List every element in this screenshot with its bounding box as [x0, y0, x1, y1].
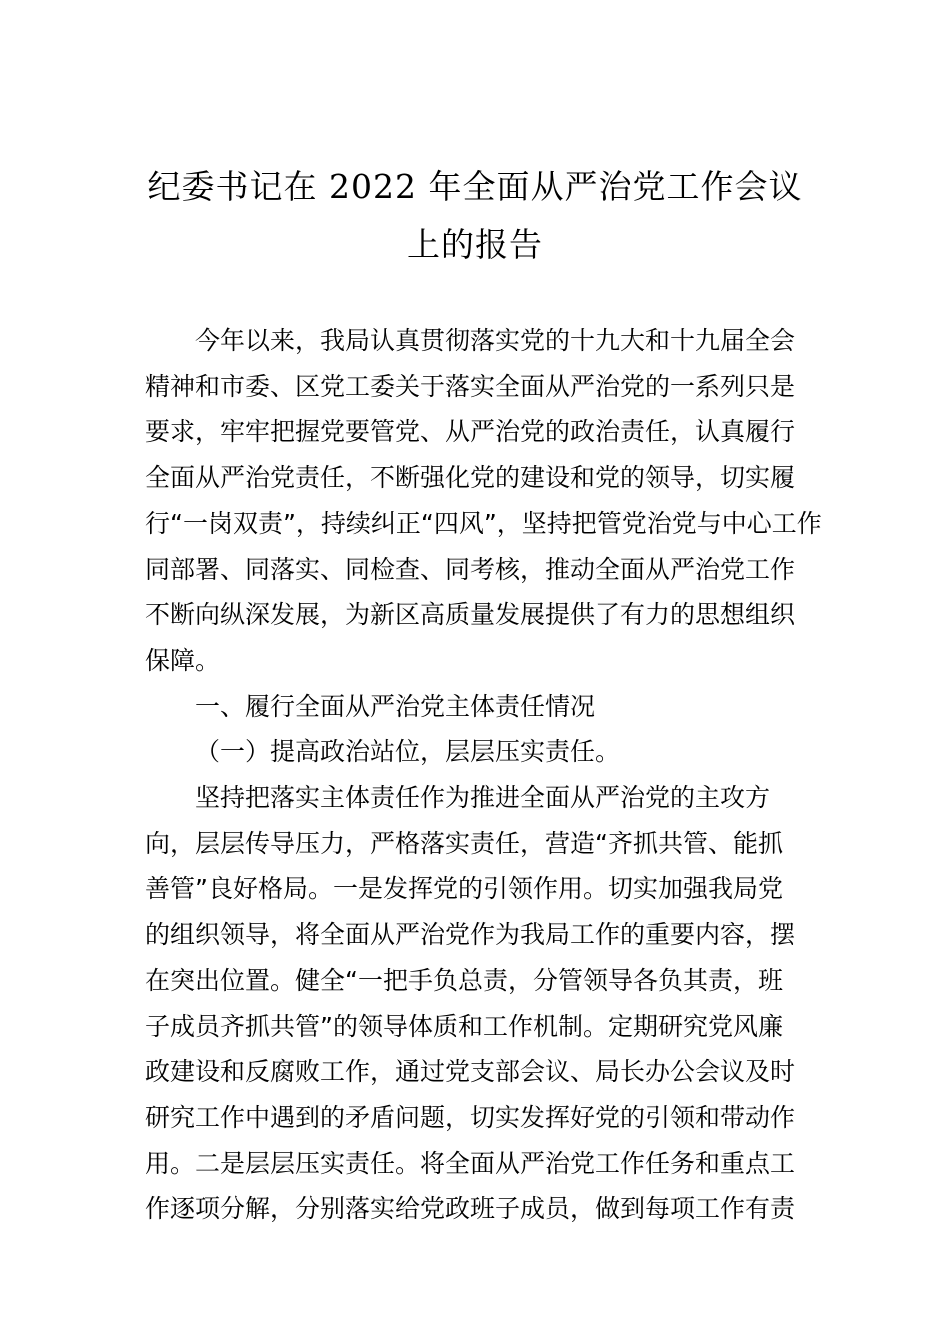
text-line: 向，层层传导压力，严格落实责任，营造“齐抓共管、能抓 — [145, 828, 783, 858]
text-line: 精神和市委、区党工委关于落实全面从严治党的一系列只是 — [145, 371, 796, 401]
text-line: 的组织领导，将全面从严治党作为我局工作的重要内容，摆 — [145, 920, 796, 950]
text-line: 在突出位置。健全“一把手负总责，分管领导各负其责，班 — [145, 965, 783, 995]
paragraph-responsibility — [145, 775, 809, 1232]
text-line: 全面从严治党责任，不断强化党的建设和党的领导，切实履 — [145, 463, 796, 493]
text-line: 研究工作中遇到的矛盾问题，切实发挥好党的引领和带动作 — [145, 1102, 796, 1132]
heading-line: 一、履行全面从严治党主体责任情况 — [195, 691, 596, 721]
text-line: 行“一岗双责”，持续纠正“四风”，坚持把管党治党与中心工作 — [145, 508, 822, 538]
document-body — [145, 318, 822, 1232]
title-line-1: 纪委书记在 2022 年全面从严治党工作会议 — [147, 167, 803, 206]
text-line: 作逐项分解，分别落实给党政班子成员，做到每项工作有责 — [145, 1194, 796, 1224]
text-line: 坚持把落实主体责任作为推进全面从严治党的主攻方 — [195, 783, 771, 813]
document-title — [145, 158, 805, 274]
text-line: 保障。 — [145, 645, 221, 675]
text-line: 今年以来，我局认真贯彻落实党的十九大和十九届全会 — [195, 326, 796, 355]
text-line: 子成员齐抓共管”的领导体质和工作机制。定期研究党风廉 — [145, 1011, 783, 1041]
subsection-heading-1 — [145, 729, 809, 775]
text-line: 同部署、同落实、同检查、同考核，推动全面从严治党工作 — [145, 554, 796, 584]
text-line: 善管”良好格局。一是发挥党的引领作用。切实加强我局党 — [145, 874, 783, 904]
title-line-2: 上的报告 — [407, 225, 543, 264]
heading-line: （一）提高政治站位，层层压实责任。 — [195, 737, 621, 767]
paragraph-intro — [145, 318, 822, 684]
text-line: 用。二是层层压实责任。将全面从严治党工作任务和重点工 — [145, 1148, 796, 1178]
text-line: 要求，牢牢把握党要管党、从严治党的政治责任，认真履行 — [145, 417, 796, 447]
text-line: 不断向纵深发展，为新区高质量发展提供了有力的思想组织 — [145, 600, 796, 630]
section-heading-1 — [145, 684, 809, 730]
text-line: 政建设和反腐败工作，通过党支部会议、局长办公会议及时 — [145, 1057, 796, 1087]
